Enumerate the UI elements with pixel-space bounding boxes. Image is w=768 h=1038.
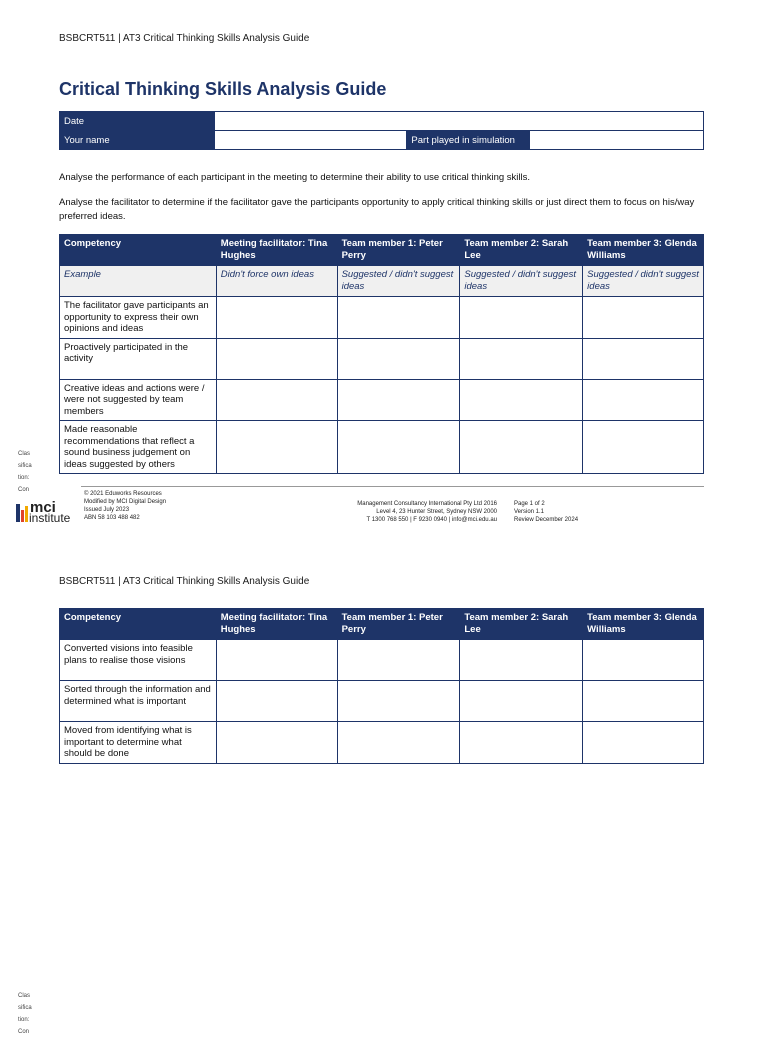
answer-cell[interactable] [460,681,583,722]
table-row [60,640,704,681]
review-date: Review December 2024 [514,517,579,523]
answer-cell[interactable] [460,338,583,379]
answer-cell[interactable] [337,681,460,722]
date-label: Date [60,112,215,131]
column-header: Team member 1: Peter Perry [337,235,460,266]
footer-line: Level 4, 23 Hunter Street, Sydney NSW 2000 [376,509,497,515]
example-cell: Didn't force own ideas [216,266,337,297]
answer-cell[interactable] [583,379,704,421]
table-row [60,421,704,474]
info-table [59,111,704,150]
footer-line: T 1300 768 550 | F 9230 0940 | info@mci.edu.au [366,517,497,523]
table-row [60,681,704,722]
column-header: Team member 2: Sarah Lee [460,609,583,640]
intro-text: Analyse the performance of each participant in the meeting to determine their ability to use critical thinking skills. [59,172,531,183]
answer-cell[interactable] [216,338,337,379]
example-cell: Suggested / didn't suggest ideas [460,266,583,297]
competency-cell: The facilitator gave participants an opportunity to express their own opinions and ideas [60,297,217,339]
answer-cell[interactable] [583,681,704,722]
answer-cell[interactable] [337,297,460,339]
page-header: BSBCRT511 | AT3 Critical Thinking Skills Analysis Guide [59,33,310,44]
answer-cell[interactable] [216,722,337,764]
example-cell: Suggested / didn't suggest ideas [583,266,704,297]
footer-line: ABN 58 103 488 482 [84,515,140,521]
column-header: Meeting facilitator: Tina Hughes [216,235,337,266]
footer-divider [81,486,704,487]
answer-cell[interactable] [583,640,704,681]
answer-cell[interactable] [583,421,704,474]
example-cell: Example [60,266,217,297]
part-field[interactable] [530,131,704,150]
answer-cell[interactable] [216,640,337,681]
footer-line: Modified by MCI Digital Design [84,499,167,505]
competency-cell: Proactively participated in the activity [60,338,217,379]
footer-middle [330,500,497,524]
name-label: Your name [60,131,215,150]
logo-mark-icon [16,504,28,522]
answer-cell[interactable] [460,297,583,339]
column-header: Competency [60,609,217,640]
answer-cell[interactable] [460,640,583,681]
footer-line: Management Consultancy International Pty Ltd 2016 [357,501,497,507]
competency-cell: Moved from identifying what is important to determine what should be done [60,722,217,764]
answer-cell[interactable] [216,297,337,339]
table-row [60,379,704,421]
footer-line: © 2021 Eduworks Resources [84,491,162,497]
footer-line: Issued July 2023 [84,507,130,513]
example-row [60,266,704,297]
logo-text: mci [30,499,56,516]
mci-logo [14,501,78,525]
answer-cell[interactable] [583,722,704,764]
column-header: Team member 3: Glenda Williams [583,609,704,640]
answer-cell[interactable] [583,338,704,379]
name-field[interactable] [214,131,407,150]
part-label: Part played in simulation [407,131,530,150]
competency-cell: Sorted through the information and determined what is important [60,681,217,722]
answer-cell[interactable] [337,421,460,474]
answer-cell[interactable] [460,379,583,421]
classification-tag: Classification: Con [18,451,32,493]
table-row [60,338,704,379]
competency-table [59,608,704,764]
version: Version 1.1 [514,509,545,515]
answer-cell[interactable] [216,379,337,421]
answer-cell[interactable] [337,640,460,681]
competency-cell: Creative ideas and actions were / were not suggested by team members [60,379,217,421]
answer-cell[interactable] [337,379,460,421]
competency-cell: Made reasonable recommendations that reflect a sound business judgement on ideas suggested by others [60,421,217,474]
column-header: Team member 3: Glenda Williams [583,235,704,266]
column-header: Team member 1: Peter Perry [337,609,460,640]
footer-left [84,490,166,522]
date-field[interactable] [214,112,703,131]
classification-tag: Classification: Con [18,993,32,1035]
answer-cell[interactable] [216,421,337,474]
table-row [60,722,704,764]
answer-cell[interactable] [337,722,460,764]
column-header: Meeting facilitator: Tina Hughes [216,609,337,640]
footer-right [514,500,578,524]
answer-cell[interactable] [216,681,337,722]
page-number: Page 1 of 2 [514,501,545,507]
table-row [60,297,704,339]
answer-cell[interactable] [460,421,583,474]
competency-cell: Converted visions into feasible plans to realise those visions [60,640,217,681]
column-header: Competency [60,235,217,266]
logo-text: institute [29,511,71,525]
answer-cell[interactable] [337,338,460,379]
intro-text: Analyse the facilitator to determine if the facilitator gave the participants opportunity to apply critical thinking skills or just direct them to focus on his/way preferred ideas. [59,197,695,222]
example-cell: Suggested / didn't suggest ideas [337,266,460,297]
column-header: Team member 2: Sarah Lee [460,235,583,266]
competency-table [59,234,704,474]
page-header: BSBCRT511 | AT3 Critical Thinking Skills Analysis Guide [59,576,310,587]
page-title: Critical Thinking Skills Analysis Guide [59,79,387,99]
answer-cell[interactable] [460,722,583,764]
answer-cell[interactable] [583,297,704,339]
